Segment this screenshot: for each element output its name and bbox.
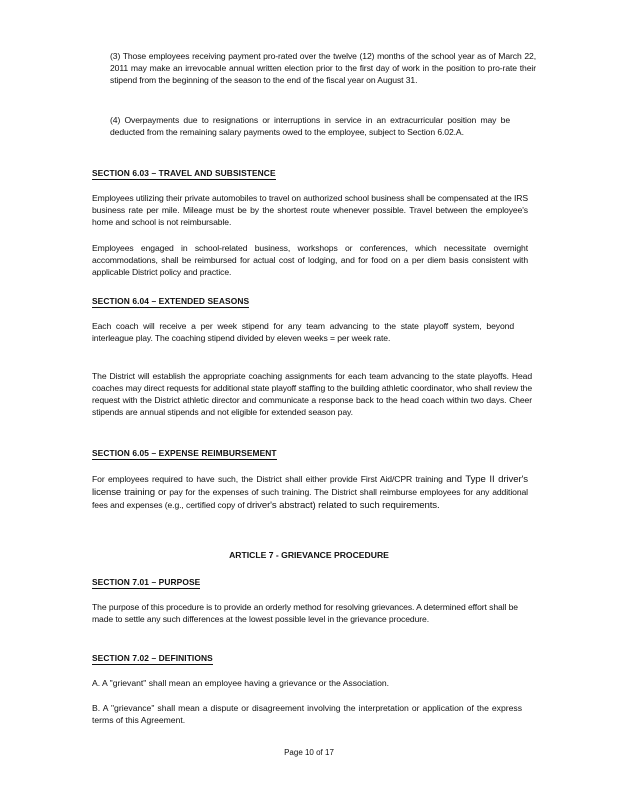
- section-6-04-paragraph-2: The District will establish the appropriate coaching assignments for each team advancing to the state playoffs. Head coaches may direct requests for additional state playoff staffing to the building athletic coordinator, who shall review the request with the District athletic director and communicate a response back to the head coach within two days. Cheer stipends are annual stipends and not eligible for extended season pay.: [92, 371, 532, 417]
- section-heading-7-01: [92, 576, 200, 588]
- definition-b: B. A "grievance" shall mean a dispute or disagreement involving the interpretation or application of the express terms of this Agreement.: [92, 703, 522, 725]
- page-number: Page 10 of 17: [284, 748, 334, 757]
- section-heading-7-02: [92, 652, 213, 664]
- section-heading-6-04-text: SECTION 6.04 – EXTENDED SEASONS: [92, 296, 250, 306]
- section-6-05-text-1: For employees required to have such, the District shall either provide First Aid/CPR training: [92, 474, 443, 484]
- section-6-05-text-4: driver's abstract) related to such requirements.: [246, 500, 440, 511]
- section-6-05-paragraph: [92, 473, 528, 512]
- section-6-05-text-2: and Type II driver's license training or: [92, 474, 528, 498]
- section-6-03-paragraph-1: Employees utilizing their private automobiles to travel on authorized school business shall be compensated at the IRS business rate per mile. Mileage must be by the shortest route whenever possible. Travel between the employee's home and school is not reimbursable.: [92, 193, 528, 227]
- section-heading-6-03-text: SECTION 6.03 – TRAVEL AND SUBSISTENCE: [92, 168, 276, 178]
- section-heading-6-03: [92, 167, 276, 179]
- section-heading-6-04: [92, 295, 249, 307]
- paragraph-3: (3) Those employees receiving payment pro-rated over the twelve (12) months of the school year as of March 22, 2011 may make an irrevocable annual written election prior to the first day of work in the position to pro-rate their stipend from the beginning of the season to the end of the fiscal year on August 31.: [110, 51, 536, 85]
- section-heading-6-05: [92, 447, 277, 459]
- section-heading-7-02-text: SECTION 7.02 – DEFINITIONS: [92, 653, 213, 663]
- section-heading-6-05-text: SECTION 6.05 – EXPENSE REIMBURSEMENT: [92, 448, 277, 458]
- article-title: ARTICLE 7 - GRIEVANCE PROCEDURE: [229, 550, 389, 560]
- section-6-03-paragraph-2: Employees engaged in school-related business, workshops or conferences, which necessitate overnight accommodations, shall be reimbursed for actual cost of lodging, and for food on a per diem basis consistent with applicable District policy and practice.: [92, 243, 528, 277]
- section-7-01-paragraph: The purpose of this procedure is to provide an orderly method for resolving grievances. A determined effort shall be made to settle any such differences at the lowest possible level in the grievance procedure.: [92, 602, 518, 624]
- section-6-04-paragraph-1: Each coach will receive a per week stipend for any team advancing to the state playoff system, beyond interleague play. The coaching stipend divided by eleven weeks = per week rate.: [92, 321, 514, 343]
- definition-a: A. A "grievant" shall mean an employee having a grievance or the Association.: [92, 678, 390, 688]
- paragraph-4: (4) Overpayments due to resignations or interruptions in service in an extracurricular position may be deducted from the remaining salary payments owed to the employee, subject to Section 6.02.A.: [110, 115, 510, 137]
- section-6-05-text-3: pay for the expenses of such training. The District shall reimburse employees for any additional fees and expenses (e.g., certified copy of: [92, 487, 528, 510]
- section-heading-7-01-text: SECTION 7.01 – PURPOSE: [92, 577, 201, 587]
